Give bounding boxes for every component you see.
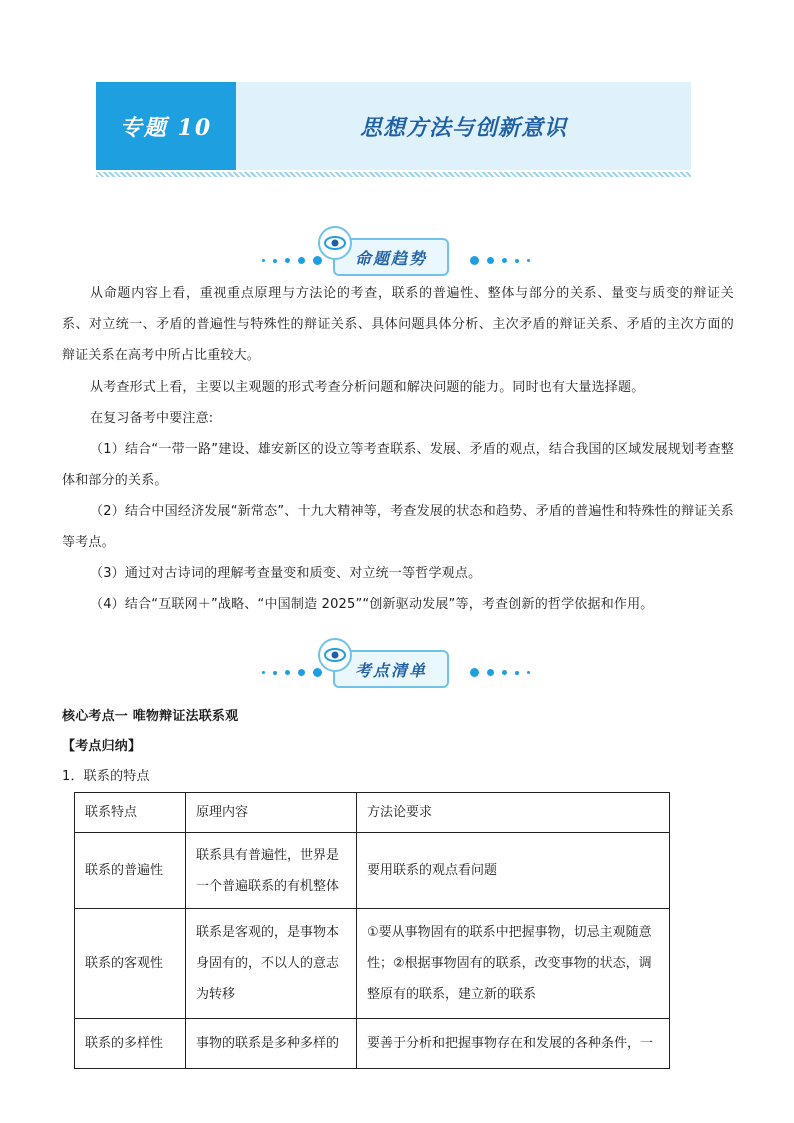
decorative-dots-right <box>470 668 530 677</box>
paragraph-point-4: （4）结合“互联网＋”战略、“中国制造 2025”“创新驱动发展”等，考查创新的哲学依据和作用。 <box>90 597 654 612</box>
table-cell: 联系具有普遍性，世界是一个普遍联系的有机整体 <box>186 833 357 909</box>
core-point-heading: 核心考点一 唯物辩证法联系观 <box>62 709 239 724</box>
connection-features-table <box>74 792 670 1069</box>
topic-label: 专题 10 <box>119 114 213 141</box>
page-title: 思想方法与创新意识 <box>359 114 567 141</box>
table-cell: 联系是客观的，是事物本身固有的，不以人的意志为转移 <box>186 909 357 1019</box>
table-cell: 联系的客观性 <box>75 909 186 1019</box>
topic-label-block <box>96 82 236 170</box>
table-header-cell: 联系特点 <box>75 793 186 833</box>
decorative-dots-left <box>262 668 322 677</box>
header-divider <box>96 172 691 177</box>
section-badge-trend <box>0 238 794 278</box>
section-badge-checklist <box>0 650 794 690</box>
table-header-row <box>75 793 670 833</box>
paragraph-point-3: （3）通过对古诗词的理解考查量变和质变、对立统一等哲学观点。 <box>90 566 482 581</box>
eye-icon <box>318 638 352 672</box>
section-badge-label: 命题趋势 <box>333 238 449 276</box>
table-cell: 要用联系的观点看问题 <box>357 833 670 909</box>
table-cell: 要善于分析和把握事物存在和发展的各种条件，一 <box>357 1019 670 1069</box>
table-cell: ①要从事物固有的联系中把握事物，切忌主观随意性；②根据事物固有的联系，改变事物的状态，调整原有的联系，建立新的联系 <box>357 909 670 1019</box>
section-badge-label: 考点清单 <box>333 650 449 688</box>
header-banner <box>96 82 691 170</box>
table-row <box>75 1019 670 1069</box>
paragraph-content-trend: 从命题内容上看，重视重点原理与方法论的考查，联系的普遍性、整体与部分的关系、量变与质变的辩证关系、对立统一、矛盾的普遍性与特殊性的辩证关系、具体问题具体分析、主次矛盾的辩证关系、矛盾的主次方面的辩证关系在高考中所占比重较大。 <box>62 286 734 363</box>
point-summary-heading: 【考点归纳】 <box>62 739 142 754</box>
table-header-cell: 原理内容 <box>186 793 357 833</box>
table-header-cell: 方法论要求 <box>357 793 670 833</box>
paragraph-form-trend: 从考查形式上看，主要以主观题的形式考查分析问题和解决问题的能力。同时也有大量选择题。 <box>90 380 645 395</box>
eye-icon <box>318 226 352 260</box>
paragraph-point-1: （1）结合“一带一路”建设、雄安新区的设立等考查联系、发展、矛盾的观点，结合我国的区域发展规划考查整体和部分的关系。 <box>62 442 734 488</box>
table-cell: 联系的普遍性 <box>75 833 186 909</box>
item-title: 1．联系的特点 <box>62 769 150 784</box>
paragraph-point-2: （2）结合中国经济发展“新常态”、十九大精神等，考查发展的状态和趋势、矛盾的普遍性和特殊性的辩证关系等考点。 <box>62 504 734 550</box>
table-cell: 事物的联系是多种多样的 <box>186 1019 357 1069</box>
table-row <box>75 833 670 909</box>
decorative-dots-left <box>262 256 322 265</box>
decorative-dots-right <box>470 256 530 265</box>
table-row <box>75 909 670 1019</box>
table-cell: 联系的多样性 <box>75 1019 186 1069</box>
paragraph-review-note: 在复习备考中要注意: <box>90 411 214 426</box>
